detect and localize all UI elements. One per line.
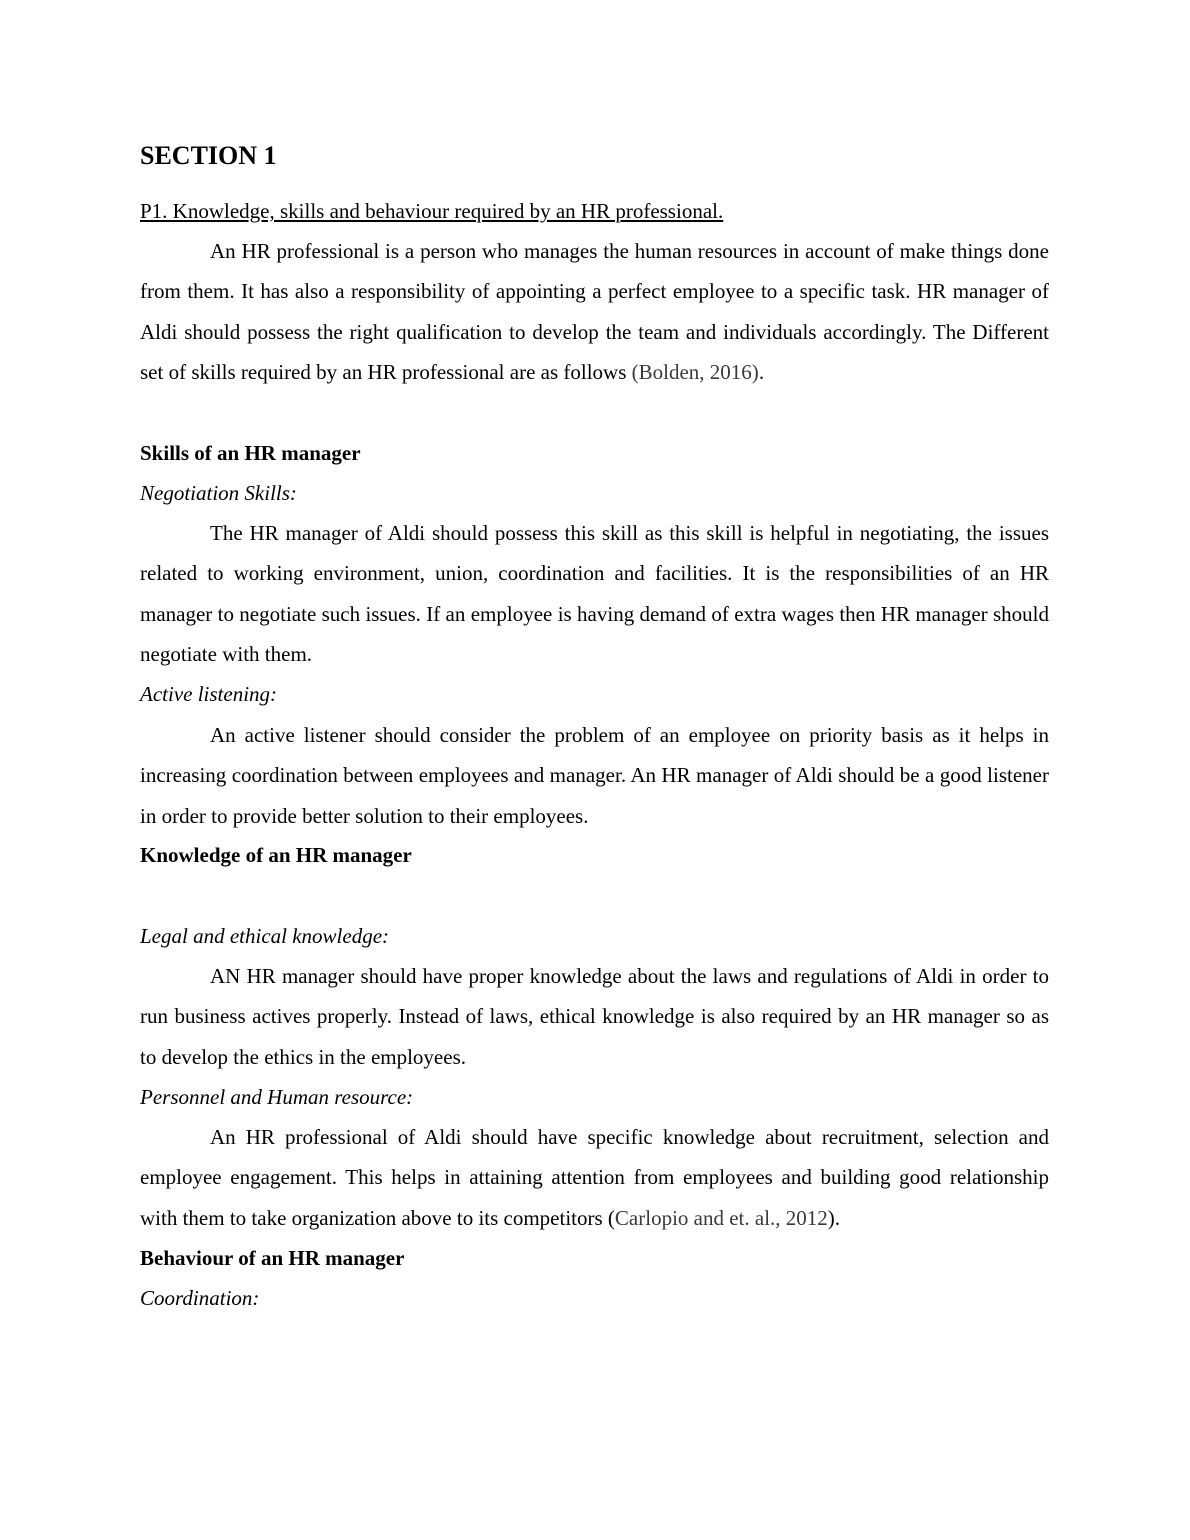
- personnel-citation: Carlopio and et. al., 2012: [614, 1205, 828, 1230]
- knowledge-heading: Knowledge of an HR manager: [140, 843, 412, 867]
- personnel-text: An HR professional of Aldi should have specific knowledge about recruitment, selection and employee engagement. This helps in attaining attention from employees and building good relationship with them to take organization above to its competitors (: [140, 1125, 1049, 1230]
- intro-end: .: [758, 359, 765, 384]
- personnel-text-end: ).: [827, 1205, 841, 1230]
- negotiation-title: Negotiation Skills:: [140, 481, 297, 505]
- personnel-paragraph: [140, 1117, 1049, 1238]
- legal-title: Legal and ethical knowledge:: [140, 924, 390, 948]
- listening-paragraph: An active listener should consider the problem of an employee on priority basis as it helps in increasing coordination between employees and manager. An HR manager of Aldi should be a good listener in order to provide better solution to their employees.: [140, 723, 1049, 828]
- section-title: SECTION 1: [140, 141, 277, 170]
- behaviour-heading: Behaviour of an HR manager: [140, 1246, 405, 1270]
- p1-heading: P1. Knowledge, skills and behaviour required by an HR professional.: [140, 199, 724, 223]
- intro-citation: (Bolden, 2016): [631, 359, 759, 384]
- negotiation-paragraph: The HR manager of Aldi should possess this skill as this skill is helpful in negotiating, the issues related to working environment, union, coordination and facilities. It is the responsibilities of an HR manager to negotiate such issues. If an employee is having demand of extra wages then HR manager should negotiate with them.: [140, 521, 1049, 666]
- personnel-title: Personnel and Human resource:: [140, 1085, 414, 1109]
- intro-paragraph: [140, 231, 1049, 392]
- intro-text: An HR professional is a person who manages the human resources in account of make things done from them. It has also a responsibility of appointing a perfect employee to a specific task. HR manager of Aldi should possess the right qualification to develop the team and individuals accordingly. The Different set of skills required by an HR professional are as follows: [140, 239, 1049, 384]
- legal-paragraph: AN HR manager should have proper knowledge about the laws and regulations of Aldi in order to run business actives properly. Instead of laws, ethical knowledge is also required by an HR manager so as to develop the ethics in the employees.: [140, 964, 1049, 1069]
- listening-title: Active listening:: [140, 682, 278, 706]
- coordination-title: Coordination:: [140, 1286, 260, 1310]
- skills-heading: Skills of an HR manager: [140, 441, 361, 465]
